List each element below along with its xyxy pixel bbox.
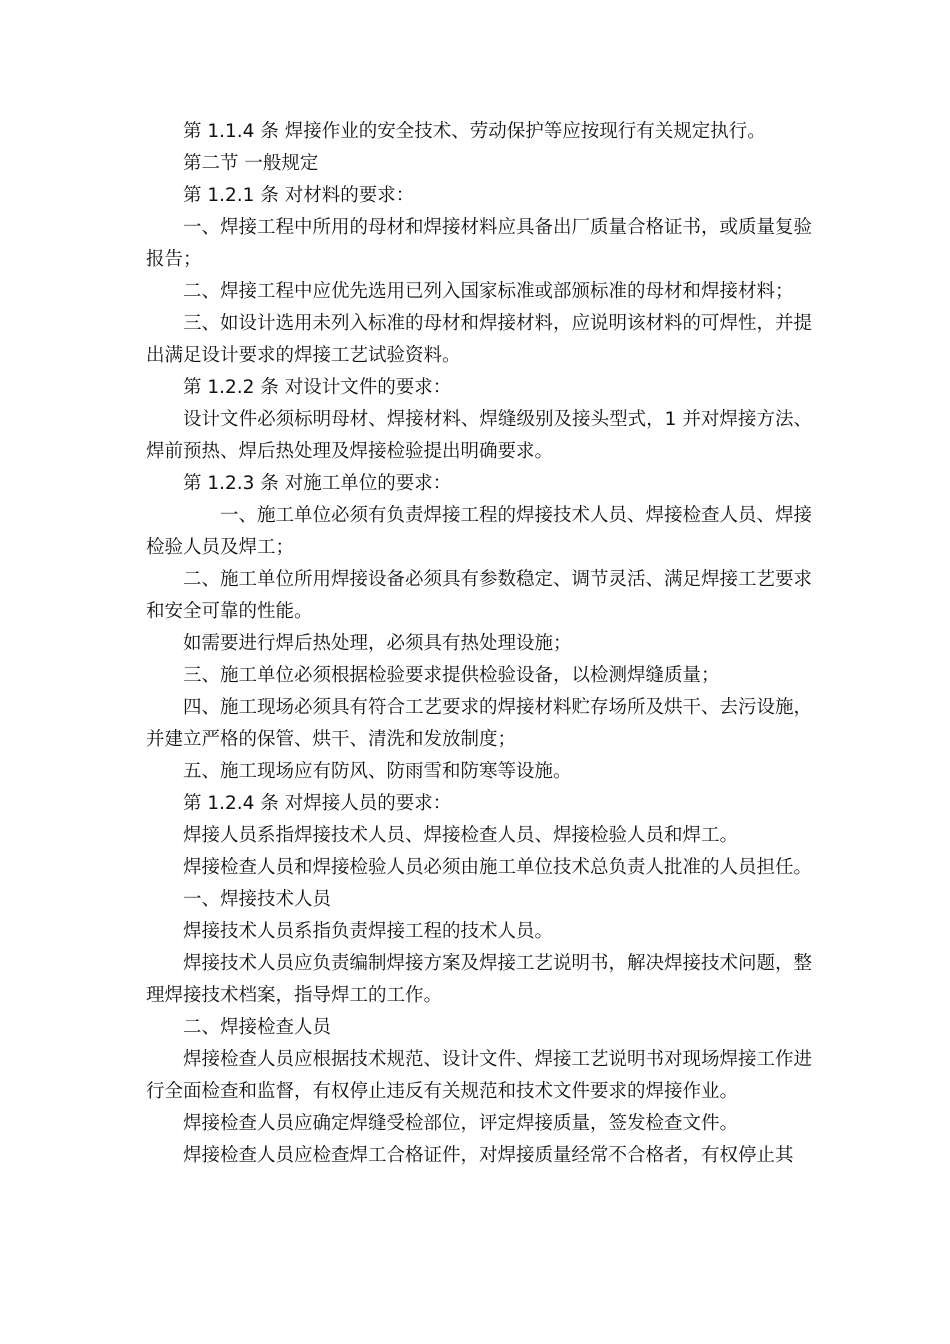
paragraph: 焊接检查人员应检查焊工合格证件，对焊接质量经常不合格者，有权停止其 [183, 1145, 794, 1166]
subheading: 二、焊接检查人员 [183, 1017, 332, 1038]
paragraph: 二、焊接工程中应优先选用已列入国家标准或部颁标准的母材和焊接材料； [183, 281, 794, 302]
paragraph: 焊接检查人员应根据技术规范、设计文件、焊接工艺说明书对现场焊接工作进行全面检查和监督，有权停止违反有关规范和技术文件要求的焊接作业。 [146, 1049, 813, 1102]
document-body [146, 116, 812, 1172]
paragraph: 焊接检查人员应确定焊缝受检部位，评定焊接质量，签发检查文件。 [183, 1113, 739, 1134]
clause-1-1-4: 第 1.1.4 条 焊接作业的安全技术、劳动保护等应按现行有关规定执行。 [183, 121, 766, 142]
paragraph: 四、施工现场必须具有符合工艺要求的焊接材料贮存场所及烘干、去污设施，并建立严格的保管、烘干、清洗和发放制度； [146, 697, 813, 750]
paragraph: 一、施工单位必须有负责焊接工程的焊接技术人员、焊接检查人员、焊接检验人员及焊工； [146, 505, 813, 558]
paragraph: 一、焊接工程中所用的母材和焊接材料应具备出厂质量合格证书，或质量复验报告； [146, 217, 813, 270]
clause-1-2-4: 第 1.2.4 条 对焊接人员的要求： [183, 793, 452, 814]
paragraph: 三、如设计选用未列入标准的母材和焊接材料，应说明该材料的可焊性，并提出满足设计要求的焊接工艺试验资料。 [146, 313, 813, 366]
paragraph: 焊接人员系指焊接技术人员、焊接检查人员、焊接检验人员和焊工。 [183, 825, 739, 846]
paragraph: 设计文件必须标明母材、焊接材料、焊缝级别及接头型式，1 并对焊接方法、焊前预热、焊后热处理及焊接检验提出明确要求。 [146, 409, 812, 462]
paragraph: 焊接技术人员应负责编制焊接方案及焊接工艺说明书，解决焊接技术问题，整理焊接技术档案，指导焊工的工作。 [146, 953, 813, 1006]
paragraph: 焊接检查人员和焊接检验人员必须由施工单位技术总负责人批准的人员担任。 [183, 857, 813, 878]
paragraph: 五、施工现场应有防风、防雨雪和防寒等设施。 [183, 761, 572, 782]
clause-1-2-3: 第 1.2.3 条 对施工单位的要求： [183, 473, 452, 494]
section-heading: 第二节 一般规定 [183, 153, 319, 174]
paragraph: 二、施工单位所用焊接设备必须具有参数稳定、调节灵活、满足焊接工艺要求和安全可靠的性能。 [146, 569, 813, 622]
clause-1-2-2: 第 1.2.2 条 对设计文件的要求： [183, 377, 452, 398]
subheading: 一、焊接技术人员 [183, 889, 332, 910]
paragraph: 如需要进行焊后热处理，必须具有热处理设施； [183, 633, 572, 654]
paragraph: 焊接技术人员系指负责焊接工程的技术人员。 [183, 921, 554, 942]
paragraph: 三、施工单位必须根据检验要求提供检验设备，以检测焊缝质量； [183, 665, 720, 686]
clause-1-2-1: 第 1.2.1 条 对材料的要求： [183, 185, 415, 206]
